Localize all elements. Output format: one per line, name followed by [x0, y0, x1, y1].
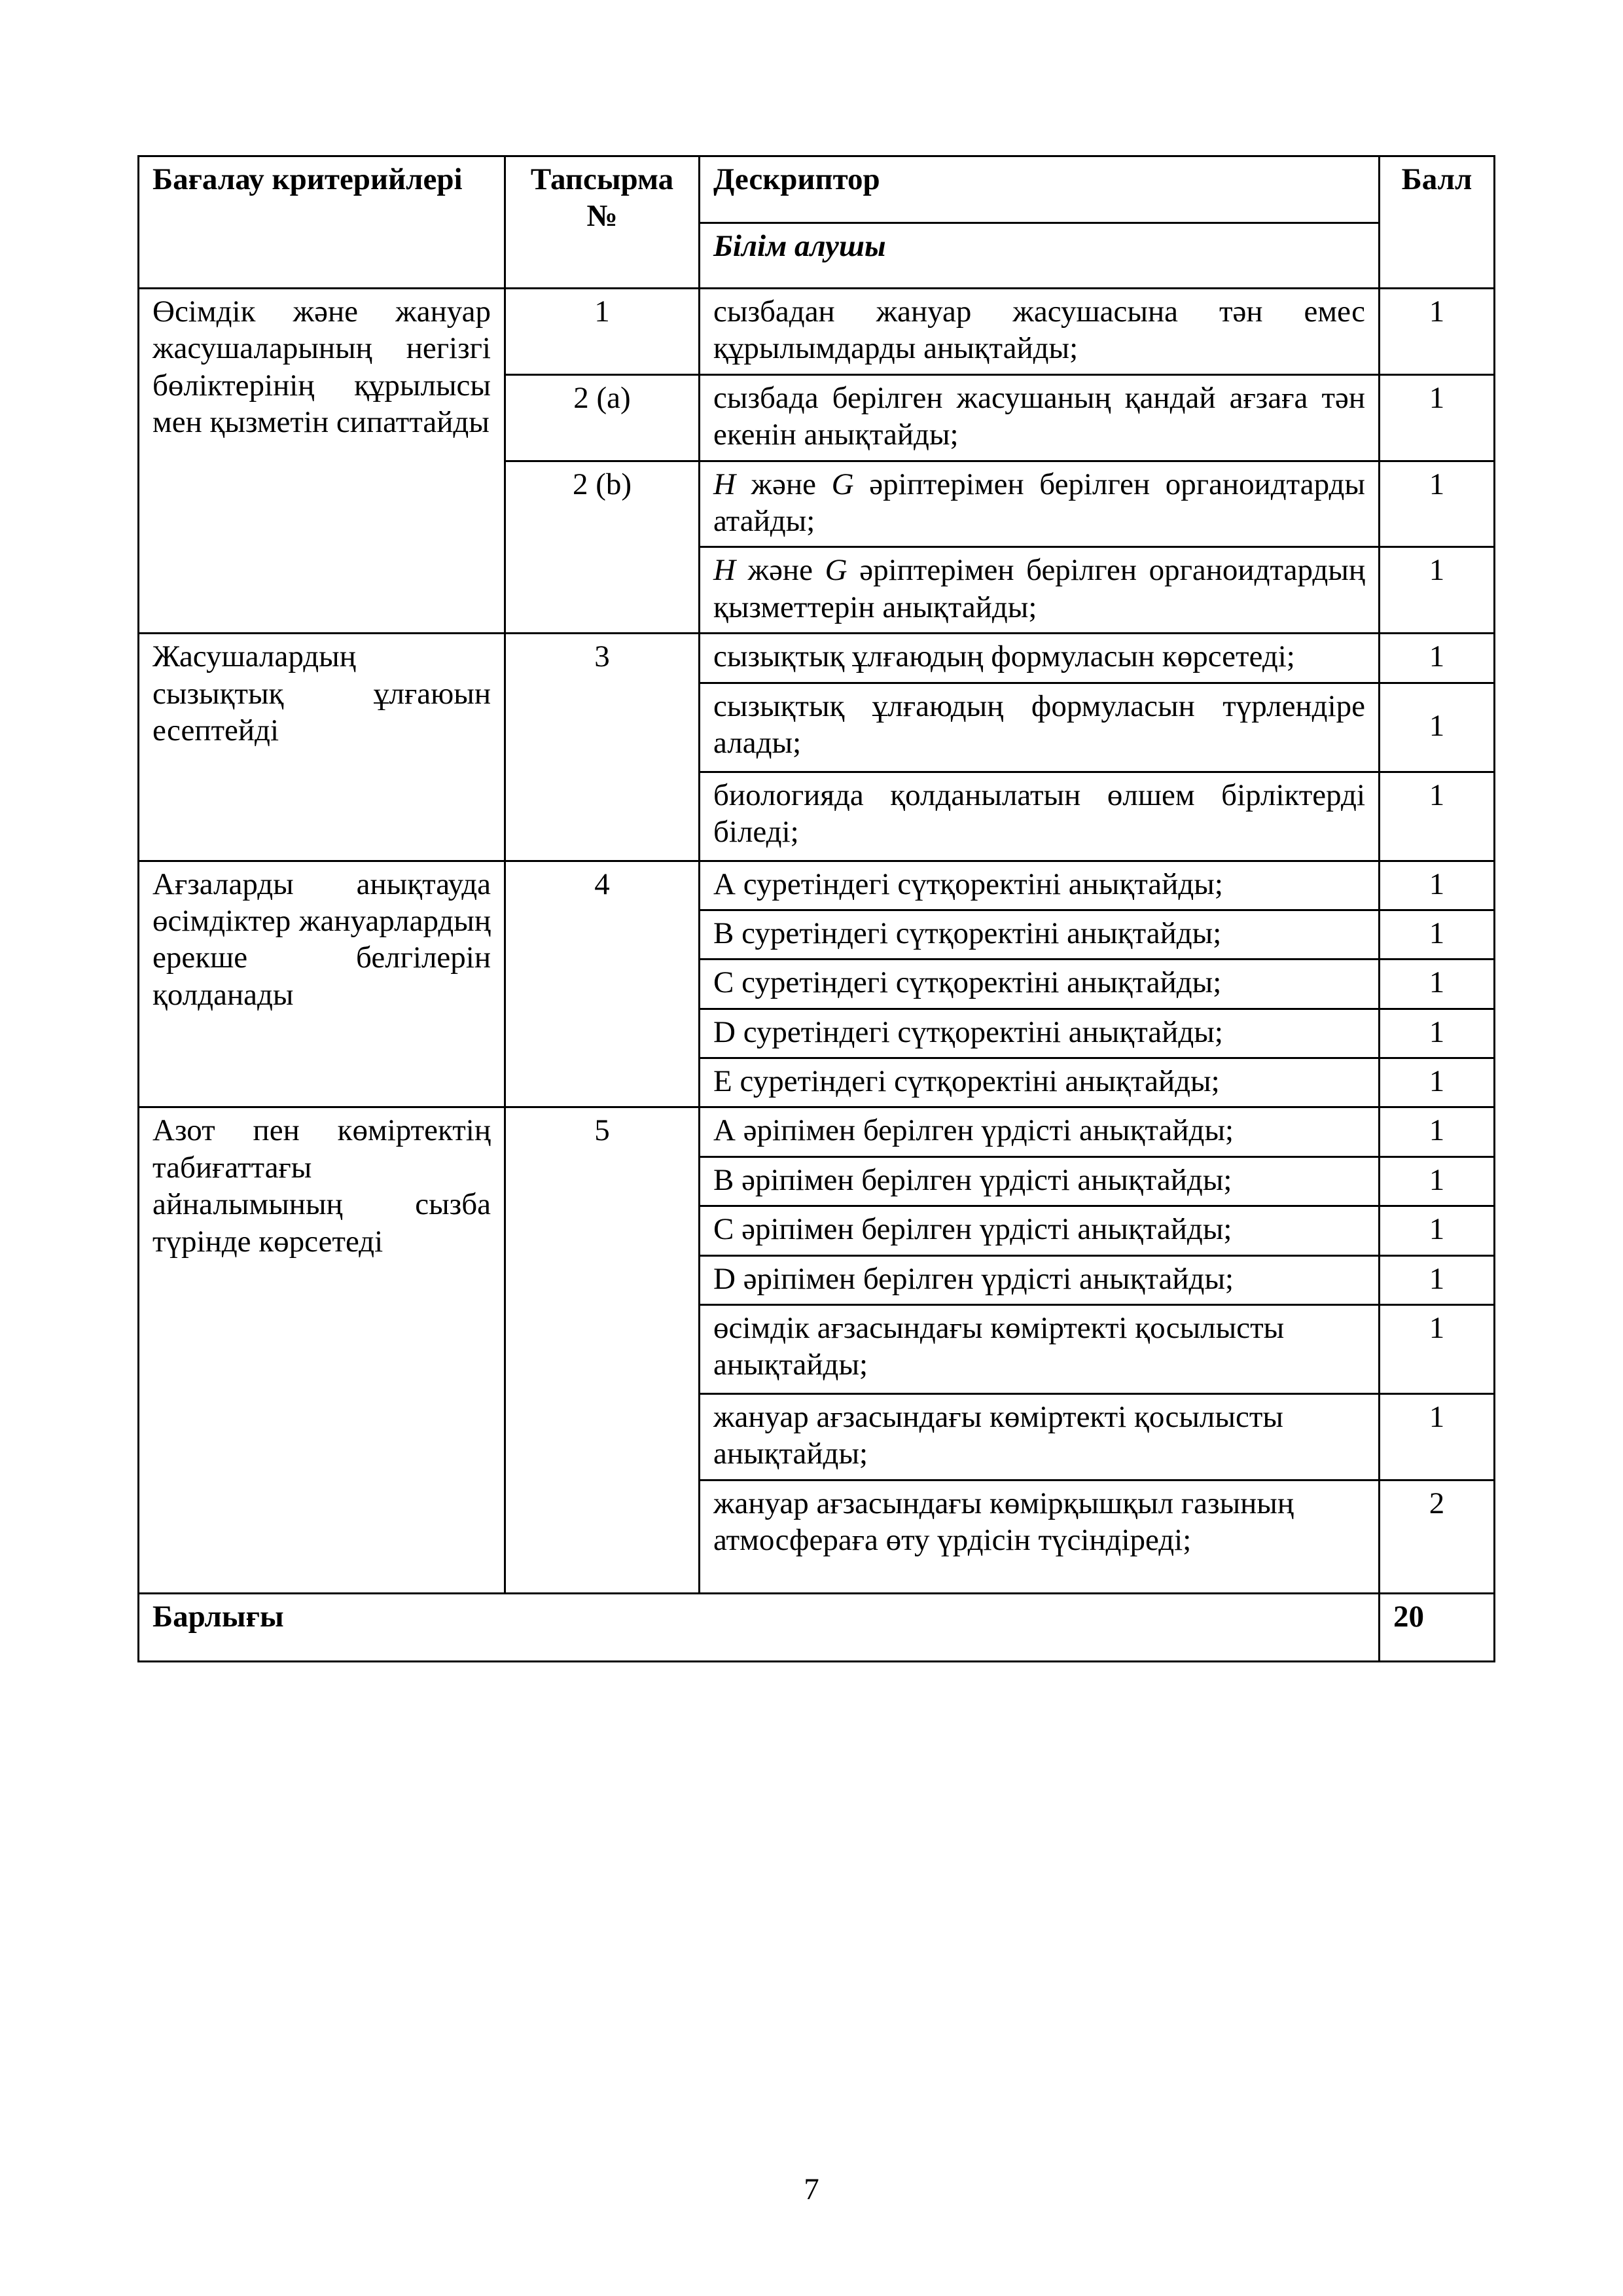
task-cell: 5: [505, 1107, 700, 1593]
descriptor-cell: H және G әріптерімен берілген органоидтардың қызметтерін анықтайды;: [700, 547, 1380, 634]
score-cell: 1: [1380, 1058, 1495, 1107]
descriptor-cell: биологияда қолданылатын өлшем бірліктерді біледі;: [700, 772, 1380, 861]
descriptor-cell: С суретіндегі сүтқоректіні анықтайды;: [700, 960, 1380, 1009]
task-cell: 1: [505, 289, 700, 375]
criterion-cell: Ағзаларды анықтауда өсімдіктер жануарлардың ерекше белгілерін қолданады: [139, 861, 505, 1107]
score-cell: 1: [1380, 374, 1495, 461]
total-row: [139, 1593, 1495, 1661]
score-cell: 1: [1380, 960, 1495, 1009]
score-cell: 1: [1380, 461, 1495, 547]
score-cell: 1: [1380, 683, 1495, 772]
page-number: 7: [804, 2172, 819, 2206]
descriptor-cell: D әріпімен берілген үрдісті анықтайды;: [700, 1255, 1380, 1304]
score-cell: 1: [1380, 910, 1495, 959]
descriptor-cell: А әріпімен берілген үрдісті анықтайды;: [700, 1107, 1380, 1157]
descriptor-cell: сызбада берілген жасушаның қандай ағзаға тән екенін анықтайды;: [700, 374, 1380, 461]
descriptor-cell: С әріпімен берілген үрдісті анықтайды;: [700, 1206, 1380, 1255]
table-row: [139, 1107, 1495, 1157]
score-cell: 1: [1380, 1255, 1495, 1304]
total-label: Барлығы: [139, 1593, 1380, 1661]
score-cell: 1: [1380, 861, 1495, 910]
descriptor-cell: жануар ағзасындағы көміртекті қосылысты анықтайды;: [700, 1394, 1380, 1480]
score-cell: 1: [1380, 1157, 1495, 1206]
descriptor-cell: Е суретіндегі сүтқоректіні анықтайды;: [700, 1058, 1380, 1107]
task-cell: 2 (b): [505, 461, 700, 634]
score-cell: 1: [1380, 1206, 1495, 1255]
descriptor-cell: сызықтық ұлғаюдың формуласын көрсетеді;: [700, 634, 1380, 683]
descriptor-cell: В суретіндегі сүтқоректіні анықтайды;: [700, 910, 1380, 959]
score-cell: 1: [1380, 547, 1495, 634]
descriptor-cell: сызбадан жануар жасушасына тән емес құрылымдарды анықтайды;: [700, 289, 1380, 375]
task-cell: 4: [505, 861, 700, 1107]
header-task-line1: Тапсырма: [530, 162, 674, 196]
score-cell: 2: [1380, 1480, 1495, 1593]
table-row: [139, 289, 1495, 375]
descriptor-cell: жануар ағзасындағы көмірқышқыл газының атмосфераға өту үрдісін түсіндіреді;: [700, 1480, 1380, 1593]
header-descriptor: Дескриптор: [700, 156, 1380, 223]
score-cell: 1: [1380, 1009, 1495, 1058]
header-criteria: Бағалау критерийлері: [139, 156, 505, 289]
header-learner: Білім алушы: [700, 223, 1380, 289]
score-cell: 1: [1380, 634, 1495, 683]
descriptor-cell: А суретіндегі сүтқоректіні анықтайды;: [700, 861, 1380, 910]
descriptor-cell: өсімдік ағзасындағы көміртекті қосылысты анықтайды;: [700, 1305, 1380, 1394]
descriptor-cell: H және G әріптерімен берілген органоидтарды атайды;: [700, 461, 1380, 547]
header-score: Балл: [1380, 156, 1495, 289]
table-row: [139, 861, 1495, 910]
score-cell: 1: [1380, 1394, 1495, 1480]
criterion-cell: Өсімдік және жануар жасушаларының негізгі бөліктерінің құрылысы мен қызметін сипаттайды: [139, 289, 505, 634]
descriptor-cell: сызықтық ұлғаюдың формуласын түрлендіре алады;: [700, 683, 1380, 772]
score-cell: 1: [1380, 1305, 1495, 1394]
descriptor-cell: D суретіндегі сүтқоректіні анықтайды;: [700, 1009, 1380, 1058]
header-task-line2: №: [586, 199, 618, 234]
header-row: [139, 156, 1495, 223]
header-task: [505, 156, 700, 289]
score-cell: 1: [1380, 289, 1495, 375]
assessment-rubric-table: [137, 155, 1495, 1662]
table-row: [139, 634, 1495, 683]
criterion-cell: Азот пен көміртектің табиғаттағы айналымының сызба түрінде көрсетеді: [139, 1107, 505, 1593]
task-cell: 2 (a): [505, 374, 700, 461]
descriptor-cell: В әріпімен берілген үрдісті анықтайды;: [700, 1157, 1380, 1206]
score-cell: 1: [1380, 1107, 1495, 1157]
criterion-cell: Жасушалардың сызықтық ұлғаюын есептейді: [139, 634, 505, 861]
score-cell: 1: [1380, 772, 1495, 861]
task-cell: 3: [505, 634, 700, 861]
total-value: 20: [1380, 1593, 1495, 1661]
